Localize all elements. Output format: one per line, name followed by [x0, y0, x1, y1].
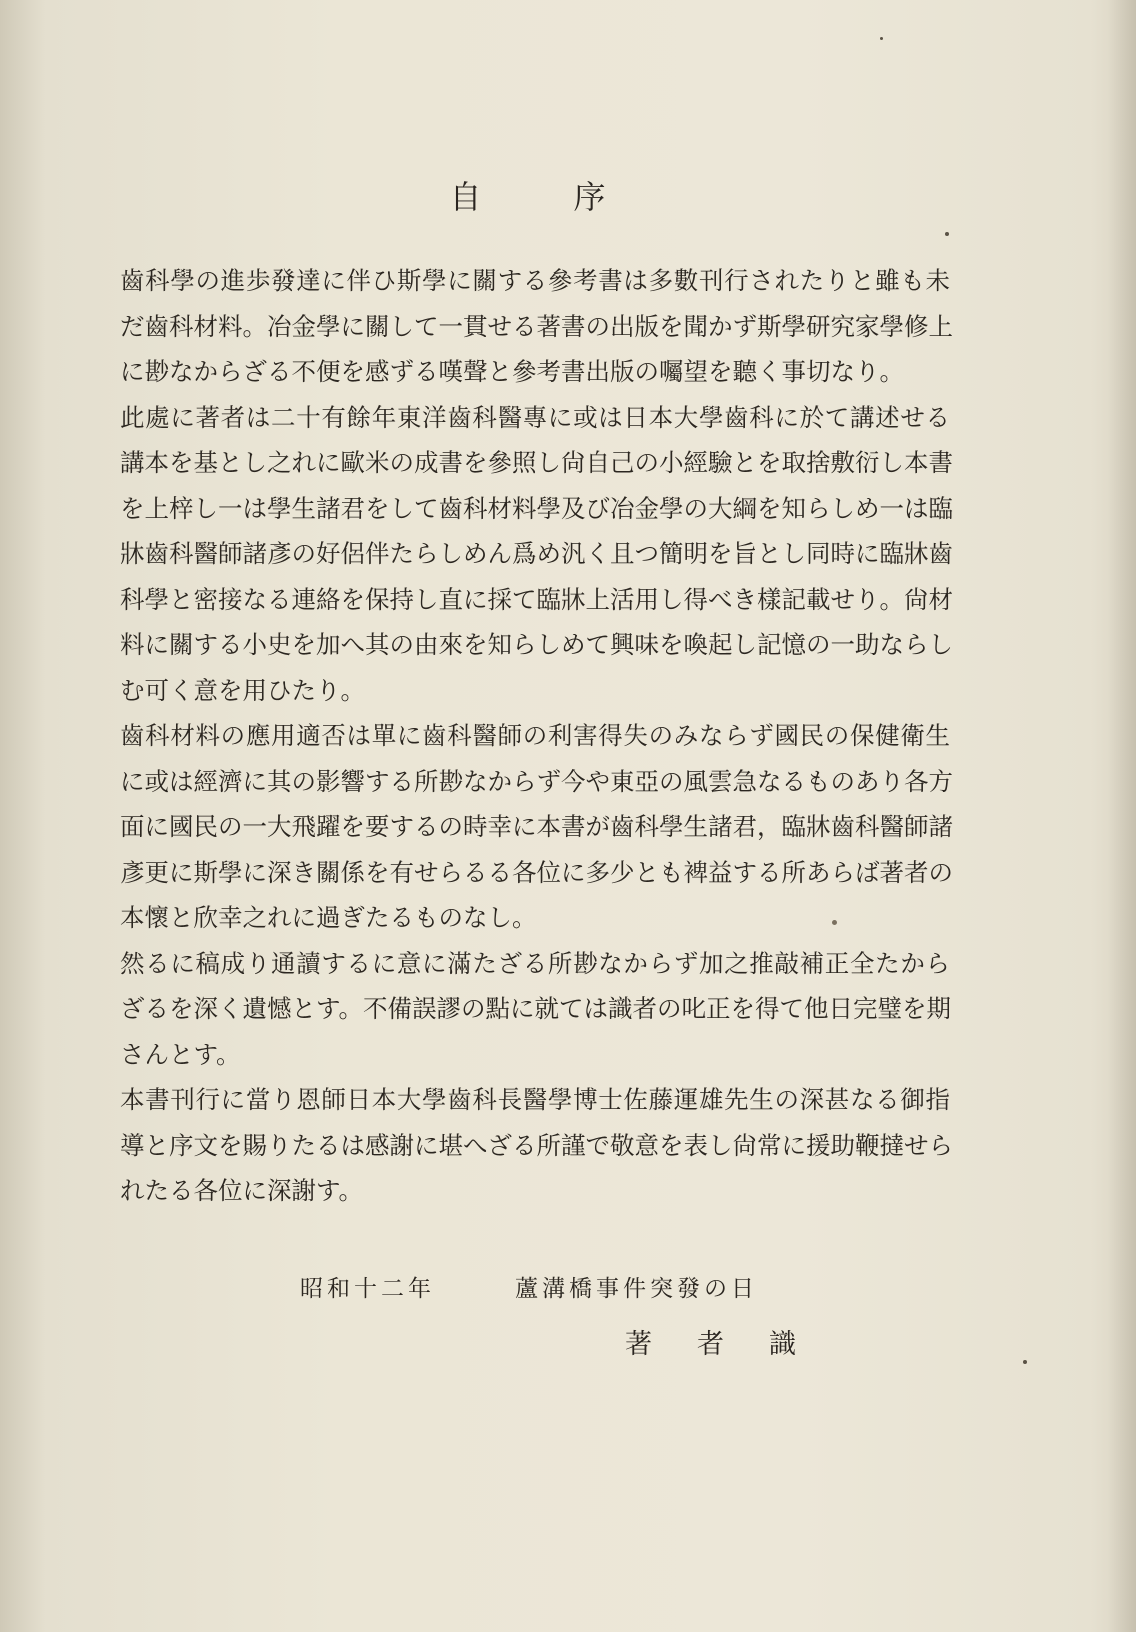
- text-line: を上梓し一は學生諸君をして齒科材料學及び冶金學の大綱を知らしめ一は臨: [120, 493, 953, 523]
- text-line: 科學と密接なる連絡を保持し直に採て臨牀上活用し得べき樣記載せり。尙材: [120, 584, 953, 614]
- paper-speck: [945, 232, 949, 236]
- text-line: に或は經濟に其の影響する所尠なからず今や東亞の風雲急なるものあり各方: [120, 766, 953, 796]
- text-line: 本懷と欣幸之れに過ぎたるものなし。: [120, 903, 537, 932]
- text-line: に尠なからざる不便を感ずる嘆聲と參考書出版の囑望を聽く事切なり。: [120, 357, 904, 386]
- text-line: 牀齒科醫師諸彥の好侶伴たらしめん爲め汎く且つ簡明を旨とし同時に臨牀齒: [120, 539, 953, 568]
- paper-speck: [832, 920, 837, 925]
- text-line: 然るに稿成り通讀するに意に滿たざる所尠なからず加之推敲補正全たから: [120, 948, 950, 978]
- text-line: 料に關する小史を加へ其の由來を知らしめて興味を喚起し記憶の一助ならし: [120, 630, 953, 659]
- text-line: 齒科學の進歩發達に伴ひ斯學に關する參考書は多數刊行されたりと雖も未: [120, 266, 950, 295]
- text-line: さんとす。: [120, 1039, 241, 1069]
- event-date: 蘆溝橋事件突發の日: [515, 1276, 758, 1302]
- text-line: む可く意を用ひたり。: [120, 675, 365, 705]
- text-line: ざるを深く遺憾とす。不備誤謬の點に就ては識者の叱正を得て他日完璧を期: [120, 994, 952, 1023]
- paper-speck: [1023, 1360, 1027, 1364]
- text-line: だ齒科材料。冶金學に關して一貫せる著書の出版を聞かず斯學研究家學修上: [120, 311, 953, 341]
- author-signature: 著者識: [625, 1329, 841, 1360]
- date-line: [300, 1270, 820, 1303]
- era-date: 昭和十二年: [300, 1276, 435, 1302]
- text-line: 此處に著者は二十有餘年東洋齒科醫專に或は日本大學齒科に於て講述せる: [120, 402, 950, 432]
- text-line: 面に國民の一大飛躍を要するの時幸に本書が齒科學生諸君，臨牀齒科醫師諸: [120, 812, 953, 841]
- text-line: 彥更に斯學に深き關係を有せらるる各位に多少とも裨益する所あらば著者の: [120, 857, 953, 887]
- text-line: 導と序文を賜りたるは感謝に堪へざる所謹で敬意を表し尙常に援助鞭撻せら: [120, 1130, 953, 1160]
- preface-body: [120, 258, 953, 1214]
- page-edge-shadow: [1108, 0, 1136, 1632]
- text-line: 講本を基とし之れに歐米の成書を參照し尙自己の小經驗とを取捨敷衍し本書: [120, 448, 953, 477]
- page-title: 自 序: [449, 178, 636, 216]
- text-line: 本書刊行に當り恩師日本大學齒科長醫學博士佐藤運雄先生の深甚なる御指: [120, 1085, 950, 1114]
- paper-speck: [880, 37, 883, 40]
- text-line: れたる各位に深謝す。: [120, 1176, 364, 1205]
- text-line: 齒科材料の應用適否は單に齒科醫師の利害得失のみならず國民の保健衛生: [120, 721, 950, 750]
